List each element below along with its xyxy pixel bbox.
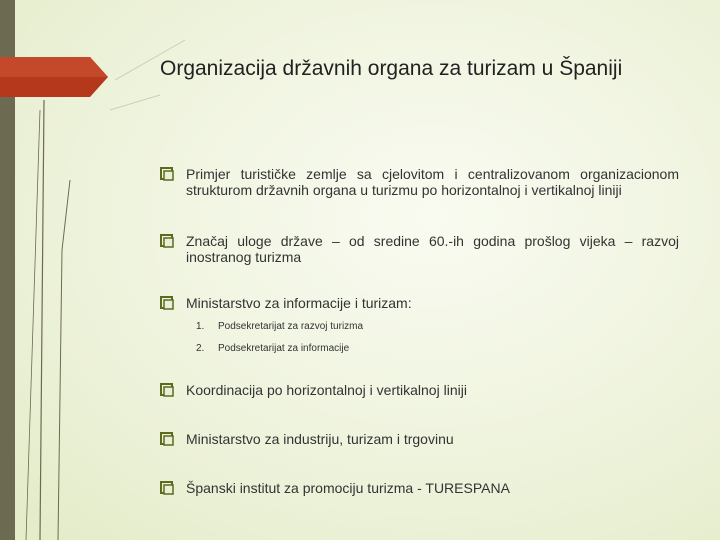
slide-title: Organizacija državnih organa za turizam u Španiji bbox=[160, 57, 623, 80]
checkbox-bullet-icon bbox=[160, 234, 174, 248]
list-item-text: Primjer turističke zemlje sa cjelovitom i centralizovanom organizacionom strukturom državnih organa u turizmu po horizontalnoj i vertikalnoj liniji bbox=[186, 166, 679, 198]
list-item-text: Ministarstvo za industriju, turizam i trgovinu bbox=[186, 431, 454, 447]
list-item-text: Španski institut za promociju turizma - TURESPANA bbox=[186, 480, 510, 496]
checkbox-bullet-icon bbox=[160, 432, 174, 446]
sub-item-number: 2. bbox=[196, 343, 205, 354]
list-item-text: Ministarstvo za informacije i turizam: bbox=[186, 295, 412, 311]
list-item-text: Značaj uloge države – od sredine 60.-ih godina prošlog vijeka – razvoj inostranog turizma bbox=[186, 233, 679, 265]
checkbox-bullet-icon bbox=[160, 481, 174, 495]
sub-item-text: Podsekretarijat za razvoj turizma bbox=[218, 321, 364, 332]
sub-item-text: Podsekretarijat za informacije bbox=[218, 343, 350, 354]
title-accent-shape bbox=[0, 57, 108, 97]
checkbox-bullet-icon bbox=[160, 167, 174, 181]
checkbox-bullet-icon bbox=[160, 296, 174, 310]
checkbox-bullet-icon bbox=[160, 383, 174, 397]
list-item-text: Koordinacija po horizontalnoj i vertikalnoj liniji bbox=[186, 382, 467, 398]
sub-item-number: 1. bbox=[196, 321, 205, 332]
